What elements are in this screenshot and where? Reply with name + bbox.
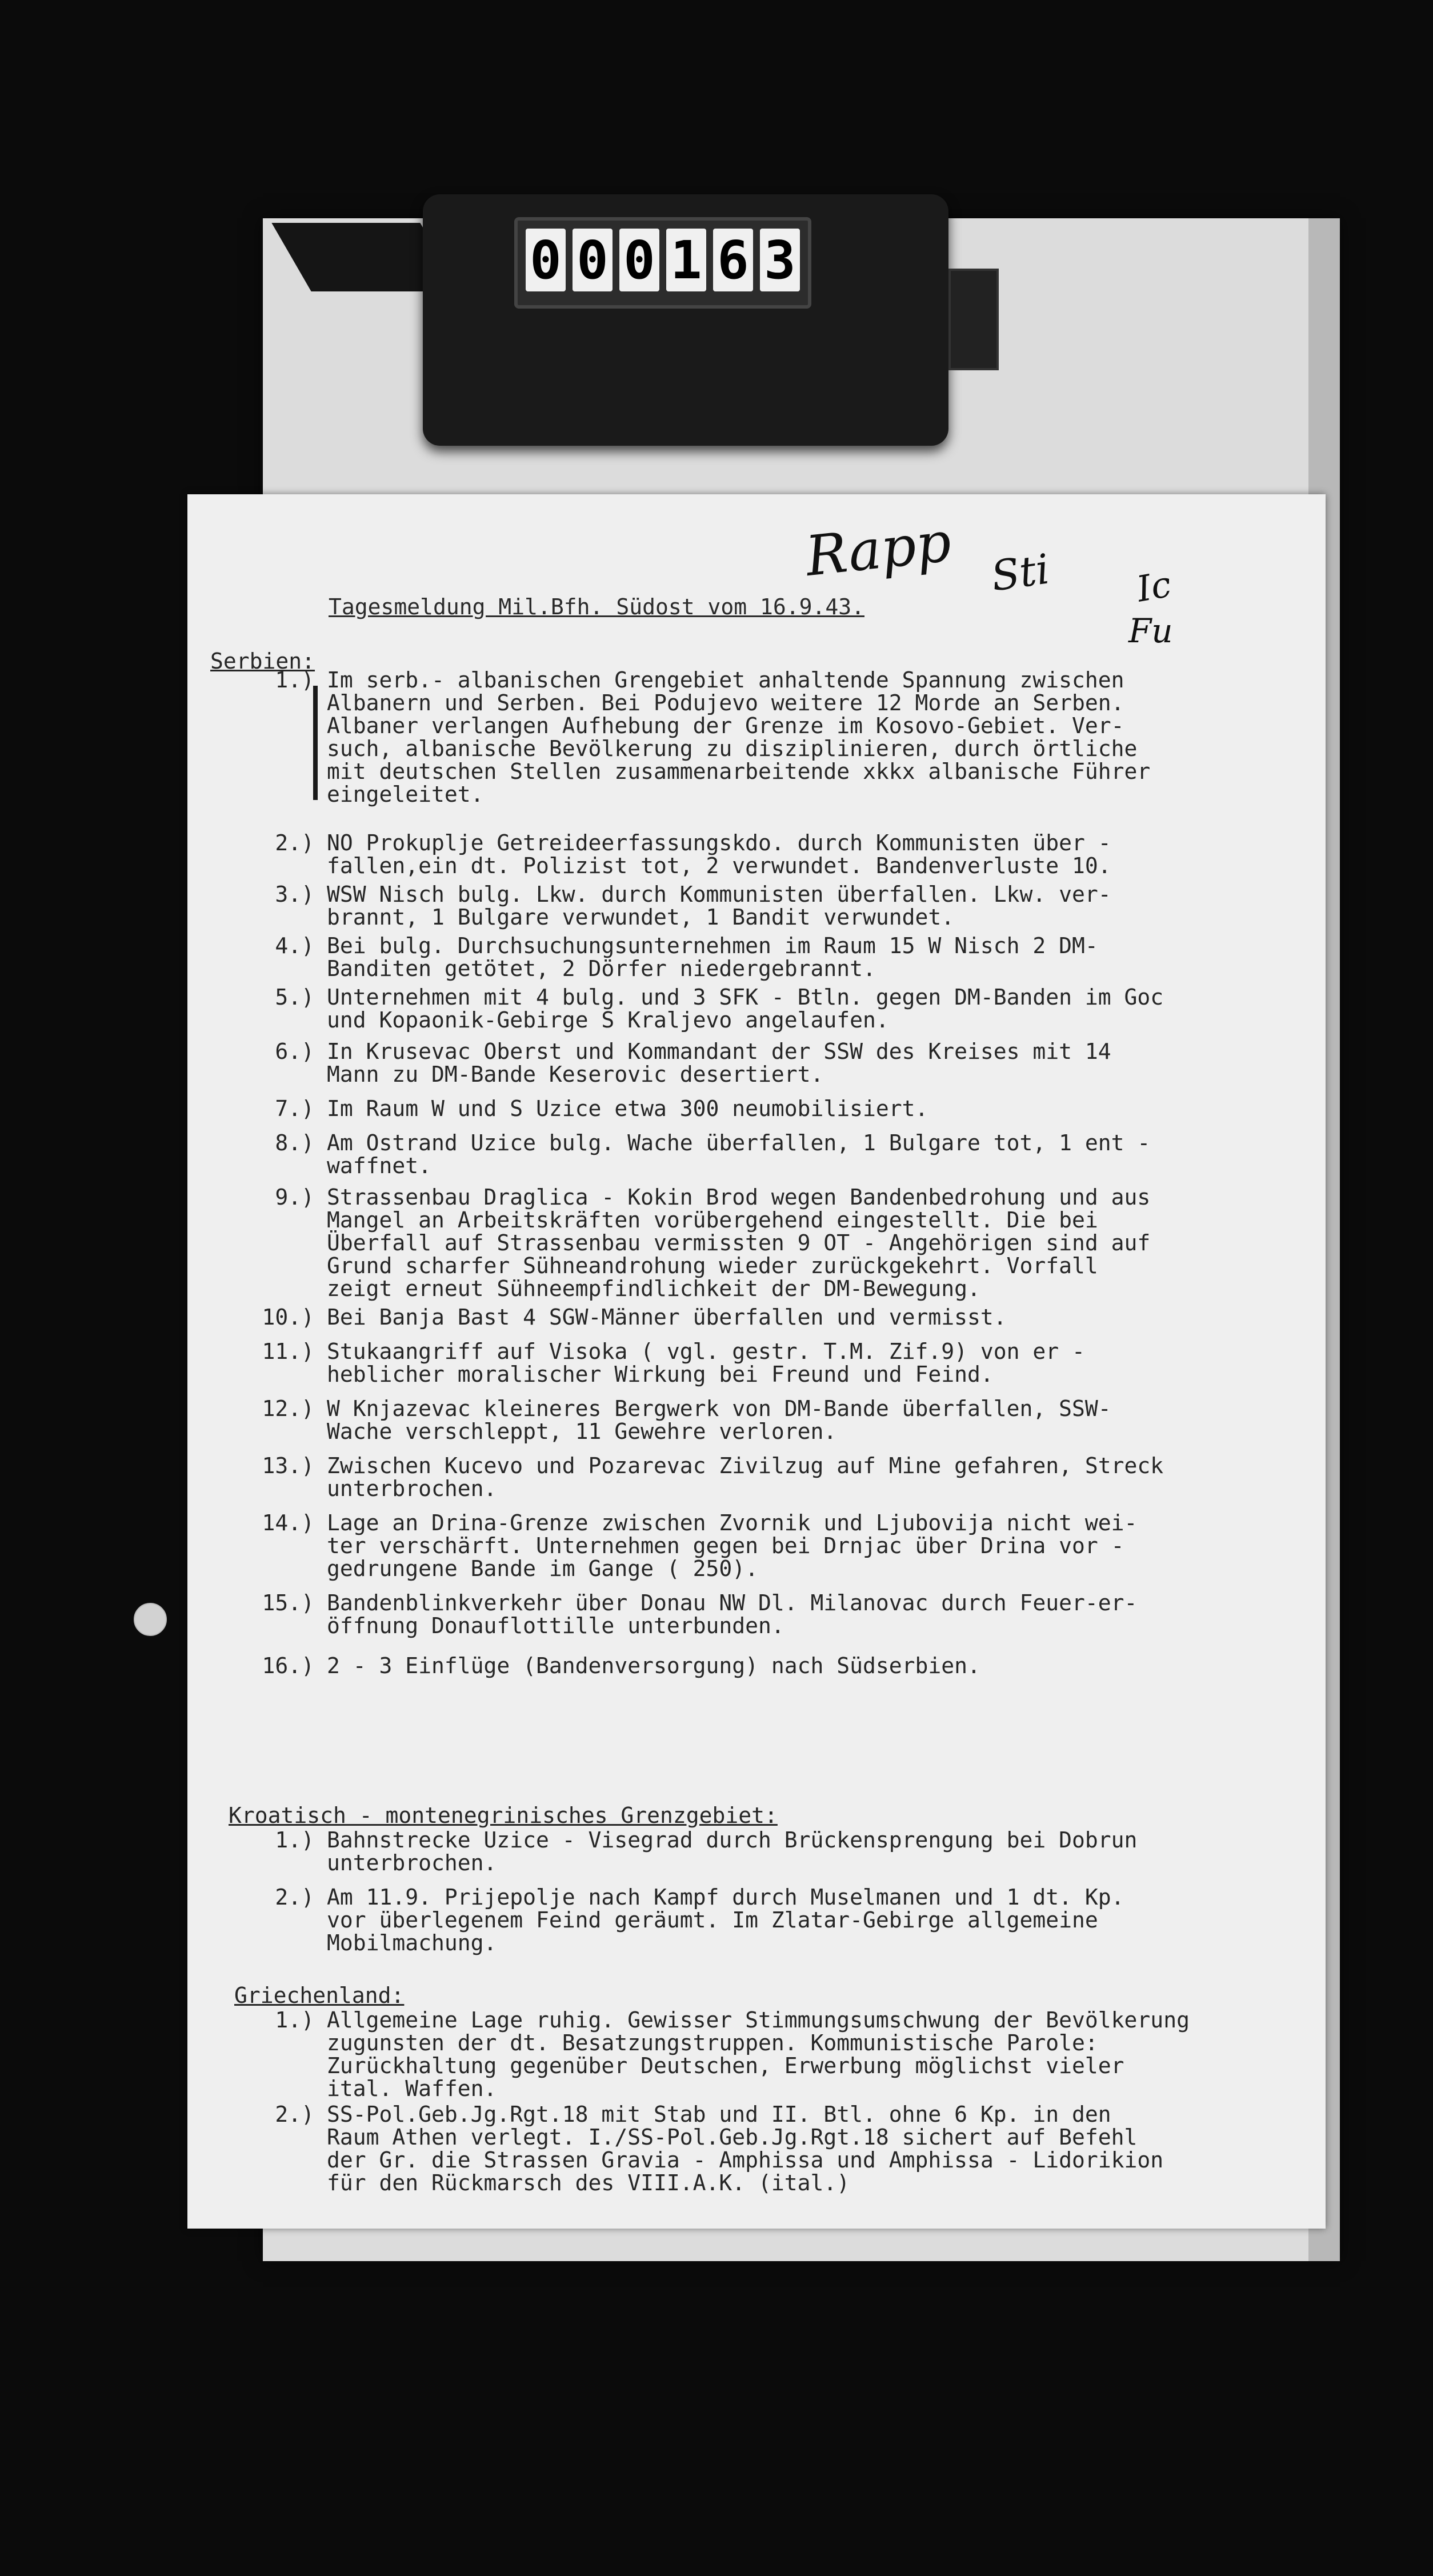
report-item [240,2103,1163,2194]
item-number: 13.) [262,1453,314,1478]
report-item [240,2009,1190,2100]
report-item [240,831,1111,877]
report-item [240,1131,1150,1177]
item-line: eingeleitet. [327,782,484,807]
counter-digit: 0 [526,229,566,291]
report-item [240,986,1163,1031]
handwritten-signature: Rapp [802,509,954,589]
item-number: 2.) [275,1885,314,1910]
item-line: vor überlegenem Feind geräumt. Im Zlatar-Gebirge allgemeine [327,1907,1098,1933]
report-item [240,1097,928,1120]
punch-hole [134,1603,167,1636]
item-line: waffnet. [327,1153,432,1178]
item-line: heblicher moralischer Wirkung bei Freund und Feind. [327,1362,994,1387]
item-line: Mobilmachung. [327,1930,497,1955]
item-number: 12.) [262,1396,314,1421]
item-line: NO Prokuplje Getreideerfassungskdo. durch Kommunisten über - [327,830,1111,855]
handwritten-note: Fu [1128,611,1173,650]
handwritten-initials: Sti [988,545,1052,601]
item-line: unterbrochen. [327,1850,497,1875]
item-line: Bei bulg. Durchsuchungsunternehmen im Raum 15 W Nisch 2 DM- [327,933,1098,958]
item-line: W Knjazevac kleineres Bergwerk von DM-Bande überfallen, SSW- [327,1396,1111,1421]
item-number: 6.) [275,1039,314,1064]
item-line: zeigt erneut Sühneempfindlichkeit der DM-Bewegung. [327,1276,980,1301]
item-line: der Gr. die Strassen Gravia - Amphissa und Amphissa - Lidorikion [327,2147,1164,2173]
item-line: gedrungene Bande im Gange ( 250). [327,1556,758,1581]
item-number: 1.) [275,2007,314,2033]
item-line: In Krusevac Oberst und Kommandant der SSW des Kreises mit 14 [327,1039,1111,1064]
item-number: 8.) [275,1130,314,1155]
item-line: Albaner verlangen Aufhebung der Grenze im Kosovo-Gebiet. Ver- [327,713,1124,738]
item-line: Raum Athen verlegt. I./SS-Pol.Geb.Jg.Rgt.18 sichert auf Befehl [327,2125,1138,2150]
item-line: Mangel an Arbeitskräften vorübergehend eingestellt. Die bei [327,1207,1098,1233]
item-number: 11.) [262,1339,314,1364]
report-title: Tagesmeldung Mil.Bfh. Südost vom 16.9.43. [329,594,864,619]
item-number: 5.) [275,985,314,1010]
item-line: und Kopaonik-Gebirge S Kraljevo angelaufen. [327,1007,889,1033]
item-line: Bandenblinkverkehr über Donau NW Dl. Milanovac durch Feuer-er- [327,1590,1138,1615]
item-line: ital. Waffen. [327,2076,497,2101]
report-item [240,1397,1111,1443]
item-line: Im serb.- albanischen Grengebiet anhaltende Spannung zwischen [327,667,1124,693]
item-line: Unternehmen mit 4 bulg. und 3 SFK - Btln. gegen DM-Banden im Goc [327,985,1164,1010]
item-number: 15.) [262,1590,314,1615]
item-line: Albanern und Serben. Bei Podujevo weitere 12 Morde an Serben. [327,690,1124,715]
item-number: 9.) [275,1185,314,1210]
item-line: such, albanische Bevölkerung zu disziplinieren, durch örtliche [327,736,1138,761]
item-line: Strassenbau Draglica - Kokin Brod wegen Bandenbedrohung und aus [327,1185,1151,1210]
item-number: 16.) [262,1653,314,1678]
item-number: 1.) [275,667,314,693]
item-number: 1.) [275,1827,314,1853]
counter-digit: 1 [666,229,706,291]
counter-digit: 6 [713,229,753,291]
report-item [240,1591,1137,1637]
item-line: fallen,ein dt. Polizist tot, 2 verwundet. Bandenverluste 10. [327,853,1111,878]
item-line: mit deutschen Stellen zusammenarbeitende xkkx albanische Führer [327,759,1151,784]
item-line: Banditen getötet, 2 Dörfer niedergebrannt. [327,956,876,981]
item-number: 2.) [275,2102,314,2127]
report-item [240,1340,1085,1386]
report-item [240,934,1098,980]
handwritten-note: Ic [1134,563,1175,610]
item-number: 2.) [275,830,314,855]
item-line: SS-Pol.Geb.Jg.Rgt.18 mit Stab und II. Btl. ohne 6 Kp. in den [327,2102,1111,2127]
item-line: Grund scharfer Sühneandrohung wieder zurückgekehrt. Vorfall [327,1253,1098,1278]
item-line: Wache verschleppt, 11 Gewehre verloren. [327,1419,837,1444]
item-line: Am 11.9. Prijepolje nach Kampf durch Muselmanen und 1 dt. Kp. [327,1885,1124,1910]
item-line: brannt, 1 Bulgare verwundet, 1 Bandit verwundet. [327,905,955,930]
item-number: 4.) [275,933,314,958]
report-item [240,1654,980,1677]
item-number: 10.) [262,1305,314,1330]
report-item [240,669,1150,806]
item-line: für den Rückmarsch des VIII.A.K. (ital.) [327,2170,850,2195]
counter-digit: 0 [573,229,613,291]
section-heading-griechenland: Griechenland: [234,1983,405,2008]
counter-digit: 3 [760,229,800,291]
item-line: öffnung Donauflottille unterbunden. [327,1613,784,1638]
item-number: 14.) [262,1510,314,1535]
frame-counter-knob [948,269,999,370]
item-line: Überfall auf Strassenbau vermissten 9 OT - Angehörigen sind auf [327,1230,1151,1255]
report-item [240,1454,1163,1500]
report-item [240,1511,1137,1580]
report-item [240,1886,1124,1954]
report-item [240,1186,1150,1300]
item-line: Mann zu DM-Bande Keserovic desertiert. [327,1062,824,1087]
item-line: Am Ostrand Uzice bulg. Wache überfallen, 1 Bulgare tot, 1 ent - [327,1130,1151,1155]
report-item [240,1040,1111,1086]
section-heading-kroatien: Kroatisch - montenegrinisches Grenzgebiet: [229,1803,778,1828]
item-number: 3.) [275,882,314,907]
item-line: zugunsten der dt. Besatzungstruppen. Kommunistische Parole: [327,2030,1098,2055]
report-item [240,883,1111,929]
item-line: Stukaangriff auf Visoka ( vgl. gestr. T.M. Zif.9) von er - [327,1339,1085,1364]
item-line: Bahnstrecke Uzice - Visegrad durch Brückensprengung bei Dobrun [327,1827,1138,1853]
item-line: WSW Nisch bulg. Lkw. durch Kommunisten überfallen. Lkw. ver- [327,882,1111,907]
item-line: Lage an Drina-Grenze zwischen Zvornik und Ljubovija nicht wei- [327,1510,1138,1535]
item-line: Zurückhaltung gegenüber Deutschen, Erwerbung möglichst vieler [327,2053,1124,2078]
section-heading-serbien: Serbien: [210,649,315,674]
item-line: Allgemeine Lage ruhig. Gewisser Stimmungsumschwung der Bevölkerung [327,2007,1190,2033]
item-line: ter verschärft. Unternehmen gegen bei Drnjac über Drina vor - [327,1533,1124,1558]
frame-counter [514,217,811,309]
item-line: Bei Banja Bast 4 SGW-Männer überfallen und vermisst. [327,1305,1007,1330]
item-line: 2 - 3 Einflüge (Bandenversorgung) nach Südserbien. [327,1653,980,1678]
item-line: Im Raum W und S Uzice etwa 300 neumobilisiert. [327,1096,928,1121]
item-line: unterbrochen. [327,1476,497,1501]
item-line: Zwischen Kucevo und Pozarevac Zivilzug auf Mine gefahren, Streck [327,1453,1164,1478]
report-item [240,1829,1137,1874]
report-item [240,1306,1007,1329]
item-number: 7.) [275,1096,314,1121]
counter-digit: 0 [619,229,659,291]
